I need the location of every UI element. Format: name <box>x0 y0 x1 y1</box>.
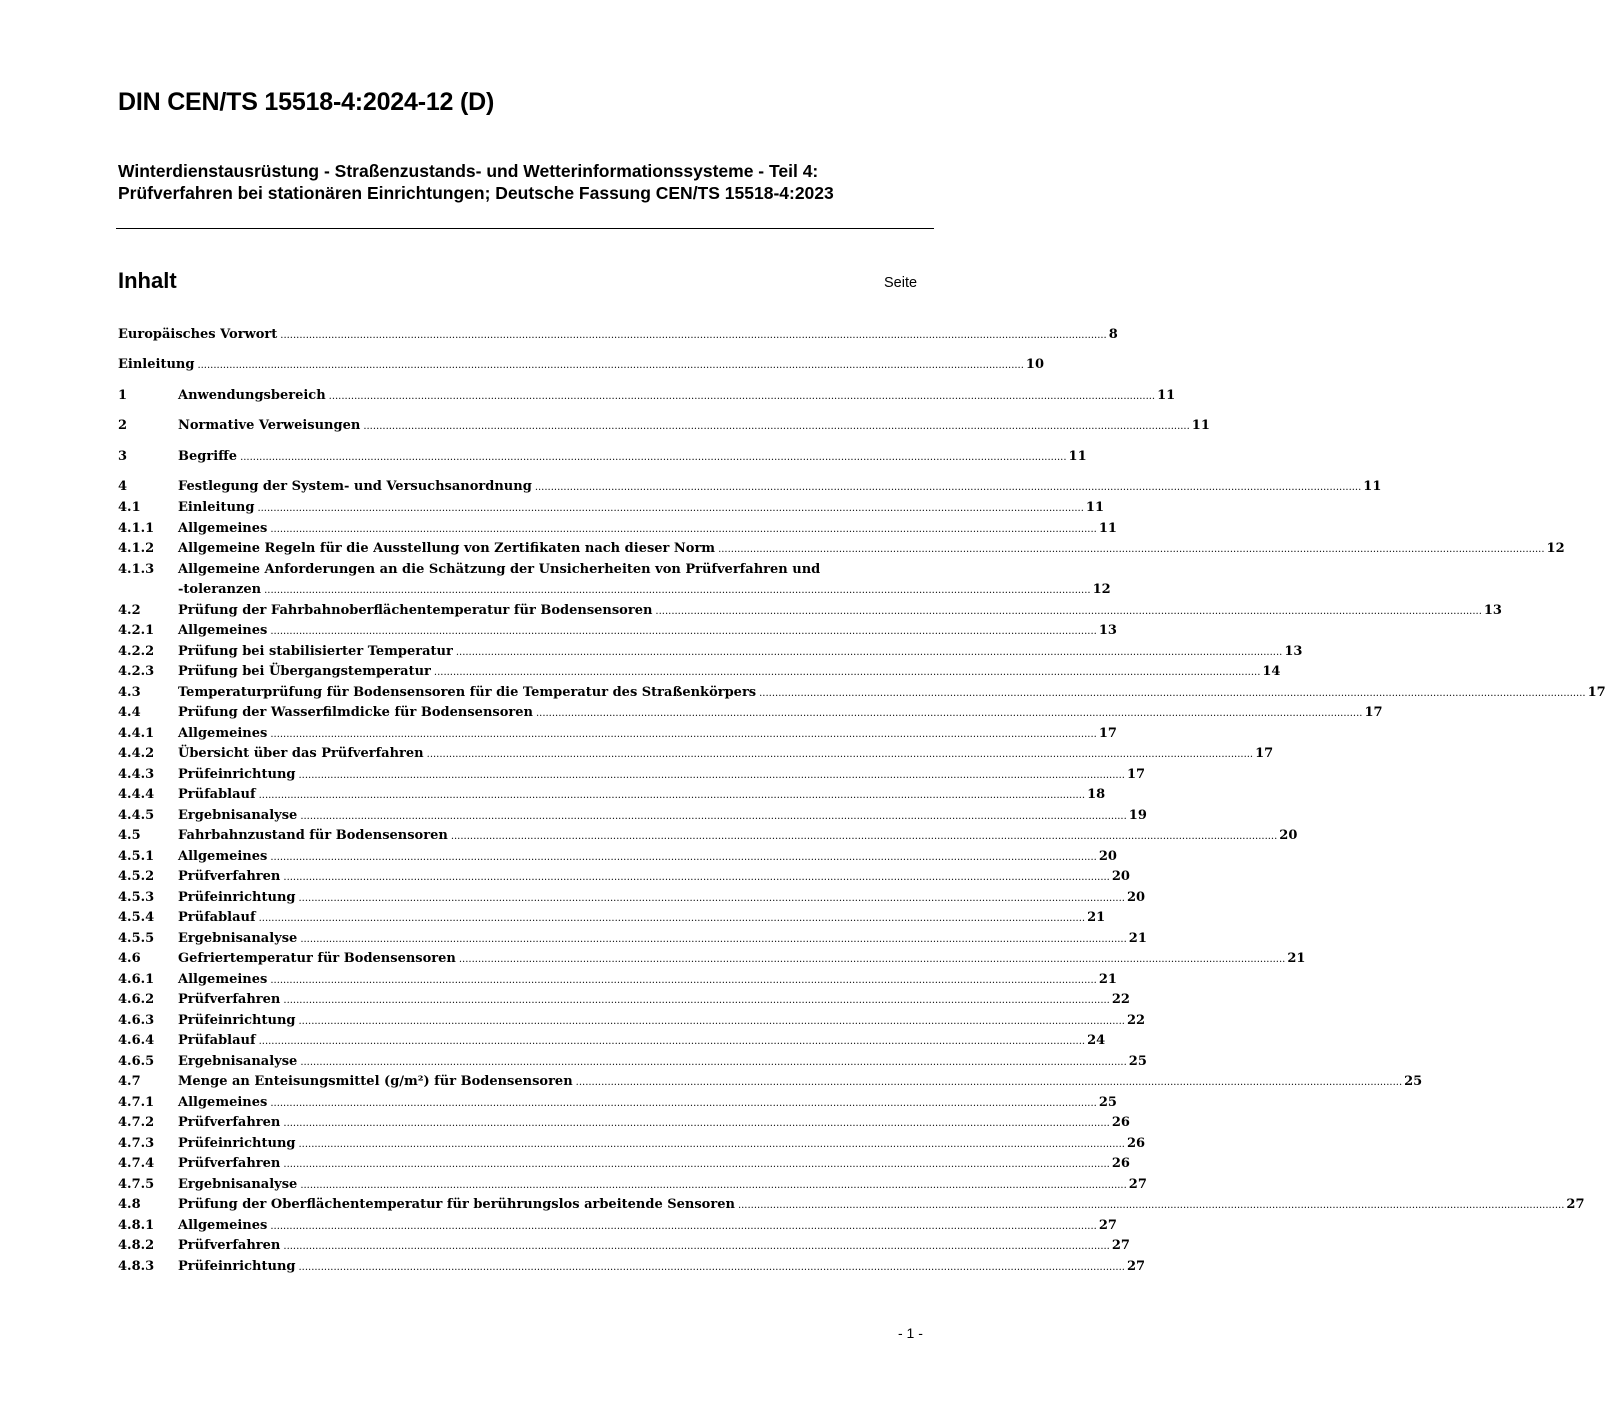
toc-leader-dots: .................................................................................................................................................................................................................................................................... <box>270 728 1097 740</box>
toc-entry-page: 10 <box>1025 357 1045 372</box>
page-number: - 1 - <box>898 1325 923 1341</box>
toc-entry-page: 13 <box>1483 602 1502 618</box>
toc-entry-title: Prüfeinrichtung <box>178 1012 296 1028</box>
toc-entry-page: 25 <box>1098 1094 1117 1110</box>
toc-entry-number: 4.2 <box>118 602 141 618</box>
toc-entry-number: 4.7 <box>118 1074 141 1089</box>
toc-entry-page: 20 <box>1279 828 1298 843</box>
toc-entry[interactable] <box>118 1175 1147 1195</box>
toc-entry-number: 4.6.4 <box>118 1033 155 1048</box>
toc-entry[interactable] <box>118 1052 1147 1072</box>
toc-entry[interactable] <box>118 1072 1423 1092</box>
toc-entry-number: 4.5.4 <box>118 910 155 925</box>
toc-entry-title: Ergebnisanalyse <box>178 1053 298 1069</box>
toc-entry-number: 4.4.2 <box>118 746 155 761</box>
toc-entry[interactable] <box>118 477 1382 497</box>
toc-leader-dots: .................................................................................................................................................................................................................................................................... <box>535 708 1363 719</box>
toc-entry-page: 13 <box>1098 623 1117 638</box>
toc-entry-page: 27 <box>1128 1176 1147 1192</box>
toc-entry[interactable] <box>118 355 1045 375</box>
toc-leader-dots: .................................................................................................................................................................................................................................................................... <box>298 1261 1125 1273</box>
toc-entry[interactable] <box>118 621 1117 641</box>
toc-entry-number: 4.4.1 <box>118 725 155 741</box>
toc-entry[interactable] <box>118 847 1117 867</box>
toc-entry[interactable] <box>118 1093 1117 1113</box>
toc-entry-title: Prüfablauf <box>178 787 256 802</box>
toc-entry-number: 4.6.5 <box>118 1053 155 1069</box>
toc-entry[interactable] <box>118 785 1106 805</box>
toc-entry-number: 4.3 <box>118 684 141 700</box>
toc-leader-dots: .................................................................................................................................................................................................................................................................... <box>426 749 1254 760</box>
toc-entry-number: 4.4 <box>118 705 141 720</box>
toc-entry-title: Prüfverfahren <box>178 1115 281 1130</box>
toc-entry-page: 20 <box>1126 889 1146 905</box>
toc-entry-title: Menge an Enteisungsmittel (g/m²) für Bodensensoren <box>178 1074 573 1089</box>
toc-entry-number: 4.2.3 <box>118 664 155 679</box>
toc-leader-dots: .................................................................................................................................................................................................................................................................... <box>258 913 1086 924</box>
toc-entry[interactable] <box>118 1154 1130 1174</box>
toc-leader-dots: .................................................................................................................................................................................................................................................................... <box>737 1200 1565 1211</box>
toc-leader-dots: .................................................................................................................................................................................................................................................................... <box>655 605 1482 617</box>
toc-leader-dots: .................................................................................................................................................................................................................................................................... <box>298 1015 1125 1027</box>
toc-entry-page: 11 <box>1157 388 1176 403</box>
toc-leader-dots: .................................................................................................................................................................................................................................................................... <box>455 646 1283 658</box>
toc-entry-number: 4.5.3 <box>118 889 155 905</box>
toc-leader-dots: .................................................................................................................................................................................................................................................................... <box>270 1097 1097 1109</box>
toc-entry-title: Allgemeines <box>178 1217 268 1233</box>
toc-entry-number: 4.1.3 <box>118 561 155 577</box>
toc-entry[interactable] <box>118 724 1117 744</box>
toc-leader-dots: .................................................................................................................................................................................................................................................................... <box>283 872 1110 883</box>
toc-entry-page: 11 <box>1098 520 1117 536</box>
toc-heading: Inhalt <box>118 268 177 293</box>
toc-entry-number: 4.7.4 <box>118 1156 155 1171</box>
toc-leader-dots: .................................................................................................................................................................................................................................................................... <box>534 482 1362 493</box>
toc-entry[interactable] <box>118 386 1176 406</box>
toc-entry[interactable] <box>118 601 1502 621</box>
toc-entry-title: Normative Verweisungen <box>178 418 361 433</box>
toc-entry-page: 27 <box>1098 1217 1117 1233</box>
toc-entry-title: Prüfung der Oberflächentemperatur für berührungslos arbeitende Sensoren <box>178 1197 735 1212</box>
toc-entry[interactable] <box>118 1236 1130 1256</box>
toc-entry-page: 21 <box>1128 930 1147 946</box>
toc-leader-dots: .................................................................................................................................................................................................................................................................... <box>283 995 1110 1006</box>
toc-page-column-label: Seite <box>884 275 918 291</box>
toc-entry-number: 4.4.5 <box>118 807 155 823</box>
toc-entry-number: 4.7.1 <box>118 1094 155 1110</box>
toc-leader-dots: .................................................................................................................................................................................................................................................................... <box>300 1056 1127 1068</box>
toc-entry-title: Prüfablauf <box>178 1033 256 1048</box>
toc-entry[interactable] <box>118 447 1087 467</box>
title-divider <box>116 228 934 229</box>
toc-entry-title: Prüfverfahren <box>178 1156 281 1171</box>
toc-entry[interactable] <box>118 806 1147 826</box>
toc-entry[interactable] <box>118 765 1146 785</box>
toc-entry[interactable] <box>118 867 1130 887</box>
toc-leader-dots: .................................................................................................................................................................................................................................................................... <box>280 330 1107 341</box>
toc-leader-dots: .................................................................................................................................................................................................................................................................... <box>575 1077 1403 1088</box>
toc-entry-number: 4.6 <box>118 951 141 966</box>
toc-leader-dots: .................................................................................................................................................................................................................................................................... <box>283 1159 1110 1170</box>
toc-leader-dots: .................................................................................................................................................................................................................................................................... <box>264 585 1091 596</box>
toc-entry-title: Anwendungsbereich <box>178 388 326 403</box>
toc-leader-dots: .................................................................................................................................................................................................................................................................... <box>300 810 1127 822</box>
toc-entry-number: 4.6.1 <box>118 971 155 987</box>
toc-entry-page: 25 <box>1404 1074 1423 1089</box>
toc-entry-number: 4.4.3 <box>118 766 155 782</box>
toc-entry[interactable] <box>118 1195 1585 1215</box>
toc-entry-number: 4.7.5 <box>118 1176 155 1192</box>
toc-entry-title: Europäisches Vorwort <box>118 327 278 342</box>
toc-entry-number: 4.6.2 <box>118 992 155 1007</box>
toc-entry-page: 11 <box>1085 500 1105 515</box>
toc-entry-number: 4.1.2 <box>118 541 155 556</box>
toc-entry-number: 4.5.5 <box>118 930 155 946</box>
toc-leader-dots: .................................................................................................................................................................................................................................................................... <box>270 974 1097 986</box>
toc-entry[interactable] <box>118 1031 1106 1051</box>
toc-entry-page: 11 <box>1068 449 1087 464</box>
toc-entry-page: 21 <box>1087 910 1106 925</box>
toc-entry-number: 1 <box>118 388 128 403</box>
toc-entry[interactable] <box>118 929 1147 949</box>
toc-leader-dots: .................................................................................................................................................................................................................................................................... <box>450 831 1278 842</box>
document-title: DIN CEN/TS 15518-4:2024-12 (D) <box>118 88 495 116</box>
toc-entry[interactable] <box>118 325 1118 345</box>
toc-entry-title: Prüfeinrichtung <box>178 889 296 905</box>
toc-entry-page: 17 <box>1587 684 1606 700</box>
toc-entry-title: Ergebnisanalyse <box>178 930 298 946</box>
toc-entry-number: 4.1.1 <box>118 520 155 536</box>
toc-entry-title: Festlegung der System- und Versuchsanordnung <box>178 479 532 494</box>
toc-leader-dots: .................................................................................................................................................................................................................................................................... <box>298 892 1125 904</box>
toc-entry-title: Allgemeines <box>178 725 268 741</box>
toc-entry-title: Prüfverfahren <box>178 1238 281 1253</box>
toc-entry-number: 4.8.3 <box>118 1258 155 1274</box>
toc-entry-title: Allgemeines <box>178 623 268 638</box>
toc-entry-title: Allgemeines <box>178 971 268 987</box>
toc-entry-title: Prüfung der Wasserfilmdicke für Bodensensoren <box>178 705 533 720</box>
toc-leader-dots: .................................................................................................................................................................................................................................................................... <box>300 933 1127 945</box>
toc-entry-number: 4.7.3 <box>118 1135 155 1151</box>
toc-entry-number: 4 <box>118 479 128 494</box>
toc-entry-title: Prüfeinrichtung <box>178 1135 296 1151</box>
toc-leader-dots: .................................................................................................................................................................................................................................................................... <box>270 851 1097 863</box>
toc-entry[interactable] <box>118 539 1565 559</box>
toc-entry-page: 21 <box>1098 971 1117 987</box>
toc-leader-dots: .................................................................................................................................................................................................................................................................... <box>298 769 1125 781</box>
toc-leader-dots: .................................................................................................................................................................................................................................................................... <box>300 1179 1127 1191</box>
toc-entry[interactable] <box>118 1113 1130 1133</box>
toc-entry[interactable] <box>118 888 1146 908</box>
toc-entry[interactable] <box>118 642 1303 662</box>
toc-leader-dots: .................................................................................................................................................................................................................................................................... <box>197 360 1024 371</box>
toc-entry[interactable] <box>118 416 1210 436</box>
toc-entry-page: 20 <box>1111 869 1130 884</box>
toc-leader-dots: .................................................................................................................................................................................................................................................................... <box>240 452 1067 463</box>
toc-entry[interactable] <box>118 683 1606 703</box>
toc-entry[interactable] <box>118 662 1281 682</box>
toc-entry-page: 11 <box>1191 418 1210 433</box>
toc-entry-page: 26 <box>1111 1156 1130 1171</box>
toc-entry-title: Ergebnisanalyse <box>178 1176 298 1192</box>
toc-entry[interactable] <box>118 519 1117 539</box>
toc-entry-title: Prüfablauf <box>178 910 256 925</box>
toc-leader-dots: .................................................................................................................................................................................................................................................................... <box>283 1241 1110 1252</box>
toc-entry[interactable] <box>118 908 1106 928</box>
toc-entry-title: Prüfung der Fahrbahnoberflächentemperatur für Bodensensoren <box>178 602 653 618</box>
toc-entry-title: Temperaturprüfung für Bodensensoren für die Temperatur des Straßenkörpers <box>178 684 757 700</box>
toc-leader-dots: .................................................................................................................................................................................................................................................................... <box>270 523 1097 535</box>
toc-leader-dots: .................................................................................................................................................................................................................................................................... <box>270 1220 1097 1232</box>
toc-entry-title: Allgemeine Regeln für die Ausstellung von Zertifikaten nach dieser Norm <box>178 541 716 556</box>
toc-entry-title: Einleitung <box>178 500 255 515</box>
toc-entry-page: 27 <box>1111 1238 1130 1253</box>
toc-entry-number: 4.8 <box>118 1197 141 1212</box>
toc-entry-page: 19 <box>1128 807 1147 823</box>
toc-entry-number: 4.2.2 <box>118 643 155 659</box>
toc-entry-number: 4.6.3 <box>118 1012 155 1028</box>
toc-entry[interactable] <box>118 990 1130 1010</box>
toc-leader-dots: .................................................................................................................................................................................................................................................................... <box>718 544 1545 555</box>
toc-entry-title: Begriffe <box>178 449 238 464</box>
toc-entry-title: Prüfverfahren <box>178 992 281 1007</box>
toc-entry-page: 12 <box>1092 582 1111 597</box>
toc-entry-number: 4.1 <box>118 500 141 515</box>
toc-entry-title: Prüfeinrichtung <box>178 766 296 782</box>
toc-entry-page: 25 <box>1128 1053 1147 1069</box>
toc-entry[interactable] <box>118 498 1105 518</box>
toc-leader-dots: .................................................................................................................................................................................................................................................................... <box>759 687 1586 699</box>
toc-entry-page: 20 <box>1098 848 1117 864</box>
toc-entry-page: 14 <box>1262 664 1281 679</box>
toc-entry-number: 2 <box>118 418 128 433</box>
toc-leader-dots: .................................................................................................................................................................................................................................................................... <box>433 667 1261 678</box>
toc-entry-title: Prüfverfahren <box>178 869 281 884</box>
toc-entry-number: 4.5.1 <box>118 848 155 864</box>
toc-entry[interactable] <box>118 1257 1146 1277</box>
toc-entry[interactable] <box>118 949 1306 969</box>
toc-entry-number: 4.8.1 <box>118 1217 155 1233</box>
toc-entry[interactable] <box>118 580 1111 600</box>
toc-entry-title: Allgemeines <box>178 848 268 864</box>
toc-entry-page: 26 <box>1126 1135 1146 1151</box>
toc-entry-page: 18 <box>1087 787 1106 802</box>
toc-entry-page: 24 <box>1087 1033 1106 1048</box>
toc-entry-number: 4.5.2 <box>118 869 155 884</box>
toc-entry[interactable] <box>118 1216 1117 1236</box>
toc-entry-page: 26 <box>1111 1115 1130 1130</box>
toc-leader-dots: .................................................................................................................................................................................................................................................................... <box>283 1118 1110 1129</box>
toc-entry-page: 8 <box>1108 327 1118 342</box>
toc-entry-page: 22 <box>1111 992 1130 1007</box>
toc-entry-page: 22 <box>1126 1012 1146 1028</box>
toc-entry-number: 4.8.2 <box>118 1238 155 1253</box>
toc-entry[interactable] <box>118 970 1117 990</box>
toc-entry-title: Ergebnisanalyse <box>178 807 298 823</box>
toc-entry-title: Allgemeines <box>178 520 268 536</box>
toc-entry[interactable] <box>118 1011 1146 1031</box>
toc-entry-title: Fahrbahnzustand für Bodensensoren <box>178 828 448 843</box>
toc-entry-title: Einleitung <box>118 357 195 372</box>
toc-entry-page: 21 <box>1287 951 1306 966</box>
toc-leader-dots: .................................................................................................................................................................................................................................................................... <box>257 503 1084 514</box>
toc-entry-page: 17 <box>1255 746 1274 761</box>
toc-entry-title: Übersicht über das Prüfverfahren <box>178 746 424 761</box>
toc-entry[interactable] <box>118 1134 1146 1154</box>
toc-leader-dots: .................................................................................................................................................................................................................................................................... <box>363 421 1190 432</box>
toc-entry-page: 27 <box>1126 1258 1146 1274</box>
toc-leader-dots: .................................................................................................................................................................................................................................................................... <box>458 954 1286 965</box>
toc-leader-dots: .................................................................................................................................................................................................................................................................... <box>258 1036 1086 1047</box>
toc-entry-page: 27 <box>1566 1197 1585 1212</box>
toc-entry-page: 11 <box>1363 479 1382 494</box>
toc-leader-dots: .................................................................................................................................................................................................................................................................... <box>258 790 1086 801</box>
toc-entry-title: Allgemeines <box>178 1094 268 1110</box>
toc-leader-dots: .................................................................................................................................................................................................................................................................... <box>328 391 1156 402</box>
toc-entry-page: 17 <box>1098 725 1117 741</box>
toc-entry[interactable] <box>118 703 1383 723</box>
toc-leader-dots: .................................................................................................................................................................................................................................................................... <box>298 1138 1125 1150</box>
toc-entry[interactable] <box>118 744 1274 764</box>
toc-entry[interactable] <box>118 560 931 580</box>
toc-entry-title: Prüfung bei stabilisierter Temperatur <box>178 643 453 659</box>
toc-entry-title: -toleranzen <box>178 582 262 597</box>
toc-leader-dots: .................................................................................................................................................................................................................................................................... <box>270 626 1097 637</box>
toc-entry-title: Prüfung bei Übergangstemperatur <box>178 664 431 679</box>
toc-entry[interactable] <box>118 826 1298 846</box>
toc-entry-page: 17 <box>1126 766 1146 782</box>
document-subtitle: Winterdienstausrüstung - Straßenzustands- und Wetterinformationssysteme - Teil 4: Prüfverfahren bei stationären Einrichtungen; Deutsche Fassung CEN/TS 15518-4:2023 <box>118 161 834 203</box>
toc-entry-page: 13 <box>1284 643 1303 659</box>
toc-entry-number: 4.2.1 <box>118 623 155 638</box>
toc-entry-number: 4.5 <box>118 828 141 843</box>
toc-entry-title: Gefriertemperatur für Bodensensoren <box>178 951 456 966</box>
toc-entry-page: 17 <box>1364 705 1383 720</box>
toc-entry-page: 12 <box>1546 541 1565 556</box>
toc-entry-title: Allgemeine Anforderungen an die Schätzung der Unsicherheiten von Prüfverfahren und <box>178 561 821 577</box>
toc-entry-number: 4.7.2 <box>118 1115 155 1130</box>
toc-entry-number: 4.4.4 <box>118 787 155 802</box>
toc-entry-title: Prüfeinrichtung <box>178 1258 296 1274</box>
toc-entry-number: 3 <box>118 449 128 464</box>
